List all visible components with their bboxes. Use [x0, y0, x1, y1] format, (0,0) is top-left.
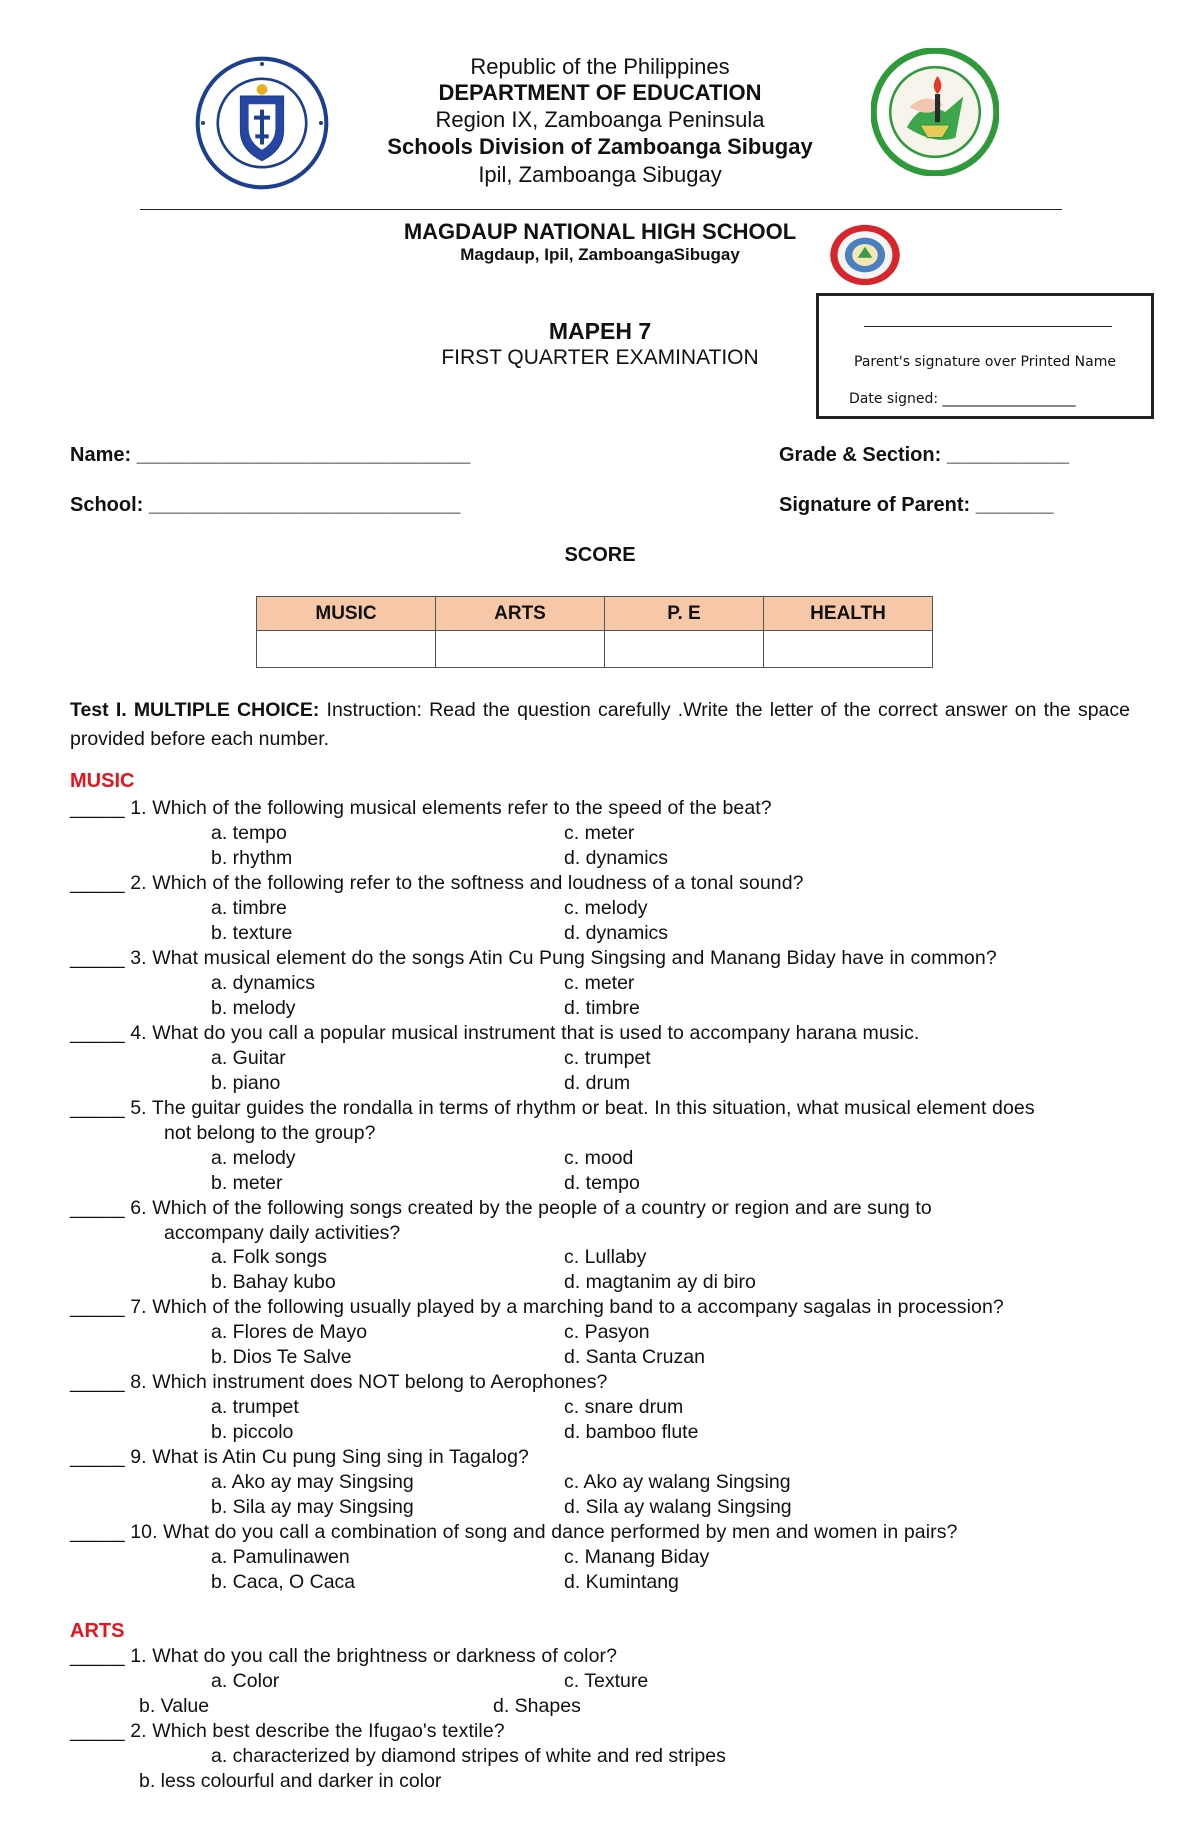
answer-option: b. meter — [211, 1172, 283, 1194]
exam-subject: MAPEH 7 — [548, 318, 652, 344]
answer-option: d. timbre — [564, 997, 640, 1019]
answer-option: d. tempo — [564, 1172, 640, 1194]
answer-option: d. Shapes — [493, 1695, 581, 1717]
answer-option: c. meter — [564, 972, 635, 994]
section-title-music: MUSIC — [70, 770, 135, 792]
score-cell-arts[interactable] — [436, 631, 605, 668]
question-line: _____ 1. What do you call the brightness or darkness of color? — [70, 1645, 618, 1667]
answer-option: a. characterized by diamond stripes of white and red stripes — [211, 1745, 726, 1767]
answer-option: c. Pasyon — [564, 1321, 650, 1343]
score-header-health: HEALTH — [764, 597, 933, 631]
question-line: _____ 2. Which best describe the Ifugao's textile? — [70, 1720, 505, 1742]
instructions-text: Instruction: Read the question carefully .Write the letter of the correct answer on the space provided before each number. — [70, 699, 1130, 750]
exam-title: FIRST QUARTER EXAMINATION — [441, 346, 759, 369]
answer-option: c. Ako ay walang Singsing — [564, 1471, 791, 1493]
answer-option: b. texture — [211, 922, 293, 944]
answer-option: b. rhythm — [211, 847, 293, 869]
question-line: _____ 5. The guitar guides the rondalla in terms of rhythm or beat. In this situation, what musical element does — [70, 1097, 1035, 1119]
answer-option: a. trumpet — [211, 1396, 299, 1418]
answer-option: a. melody — [211, 1147, 296, 1169]
question-line: _____ 7. Which of the following usually played by a marching band to a accompany sagalas in procession? — [70, 1296, 1004, 1318]
score-cell-pe[interactable] — [605, 631, 764, 668]
answer-option: b. piccolo — [211, 1421, 294, 1443]
score-header-arts: ARTS — [436, 597, 605, 631]
score-table — [256, 596, 933, 668]
answer-option: d. Kumintang — [564, 1571, 679, 1593]
parent-signature-field[interactable]: Signature of Parent: _______ — [779, 494, 1054, 516]
section-title-arts: ARTS — [70, 1620, 125, 1642]
answer-option: c. mood — [564, 1147, 634, 1169]
answer-option: b. Sila ay may Singsing — [211, 1496, 414, 1518]
answer-option: a. timbre — [211, 897, 287, 919]
answer-option: b. piano — [211, 1072, 281, 1094]
grade-section-field[interactable]: Grade & Section: ___________ — [779, 444, 1070, 466]
question-line: _____ 9. What is Atin Cu pung Sing sing in Tagalog? — [70, 1446, 529, 1468]
answer-option: d. dynamics — [564, 847, 669, 869]
answer-option: a. Guitar — [211, 1047, 286, 1069]
school-field[interactable]: School: ____________________________ — [70, 494, 461, 516]
score-cell-music[interactable] — [257, 631, 436, 668]
instructions-heading: Test I. MULTIPLE CHOICE: — [70, 699, 320, 721]
answer-option: a. Pamulinawen — [211, 1546, 350, 1568]
score-header-pe: P. E — [605, 597, 764, 631]
answer-option: b. Dios Te Salve — [211, 1346, 352, 1368]
answer-option: c. meter — [564, 822, 635, 844]
answer-option: b. Bahay kubo — [211, 1271, 336, 1293]
answer-option: c. trumpet — [564, 1047, 651, 1069]
answer-option: d. Sila ay walang Singsing — [564, 1496, 792, 1518]
header-region: Region IX, Zamboanga Peninsula — [435, 107, 765, 132]
answer-option: a. dynamics — [211, 972, 316, 994]
score-header-music: MUSIC — [257, 597, 436, 631]
answer-option: c. Lullaby — [564, 1246, 647, 1268]
question-line: _____ 4. What do you call a popular musical instrument that is used to accompany harana music. — [70, 1022, 920, 1044]
answer-option: d. dynamics — [564, 922, 669, 944]
date-signed-label: Date signed: ___________________ — [849, 391, 1076, 407]
header-city: Ipil, Zamboanga Sibugay — [478, 162, 722, 187]
answer-option: b. Value — [139, 1695, 210, 1717]
question-line: _____ 1. Which of the following musical elements refer to the speed of the beat? — [70, 797, 772, 819]
question-line: _____ 6. Which of the following songs created by the people of a country or region and are sung to — [70, 1197, 932, 1219]
score-cell-health[interactable] — [764, 631, 933, 668]
question-line: _____ 3. What musical element do the songs Atin Cu Pung Singsing and Manang Biday have in common? — [70, 947, 997, 969]
header-department: DEPARTMENT OF EDUCATION — [438, 80, 762, 105]
answer-option: b. melody — [211, 997, 296, 1019]
score-label: SCORE — [564, 544, 636, 566]
school-address: Magdaup, Ipil, ZamboangaSibugay — [460, 245, 740, 264]
header-republic: Republic of the Philippines — [470, 54, 730, 79]
question-continuation: accompany daily activities? — [164, 1222, 401, 1244]
answer-option: c. melody — [564, 897, 648, 919]
answer-option: d. magtanim ay di biro — [564, 1271, 756, 1293]
signature-name-label: Parent's signature over Printed Name — [854, 354, 1116, 370]
answer-option: d. bamboo flute — [564, 1421, 699, 1443]
question-line: _____ 8. Which instrument does NOT belong to Aerophones? — [70, 1371, 608, 1393]
answer-option: a. Folk songs — [211, 1246, 327, 1268]
answer-option: c. snare drum — [564, 1396, 684, 1418]
name-field[interactable]: Name: ______________________________ — [70, 444, 471, 466]
header-division: Schools Division of Zamboanga Sibugay — [387, 134, 813, 159]
header-divider — [140, 209, 1062, 210]
answer-option: b. Caca, O Caca — [211, 1571, 356, 1593]
answer-option: d. Santa Cruzan — [564, 1346, 705, 1368]
answer-option: c. Manang Biday — [564, 1546, 710, 1568]
answer-option: a. Flores de Mayo — [211, 1321, 368, 1343]
parent-signature-box — [816, 293, 1154, 419]
signature-line — [864, 326, 1112, 327]
answer-option: a. Color — [211, 1670, 280, 1692]
answer-option: d. drum — [564, 1072, 631, 1094]
test-instructions — [70, 696, 1130, 754]
question-line: _____ 2. Which of the following refer to the softness and loudness of a tonal sound? — [70, 872, 804, 894]
question-continuation: not belong to the group? — [164, 1122, 376, 1144]
answer-option: c. Texture — [564, 1670, 649, 1692]
answer-option: a. tempo — [211, 822, 287, 844]
school-name: MAGDAUP NATIONAL HIGH SCHOOL — [403, 219, 797, 244]
question-line: _____ 10. What do you call a combination of song and dance performed by men and women in pairs? — [70, 1521, 958, 1543]
answer-option: b. less colourful and darker in color — [139, 1770, 442, 1792]
answer-option: a. Ako ay may Singsing — [211, 1471, 414, 1493]
